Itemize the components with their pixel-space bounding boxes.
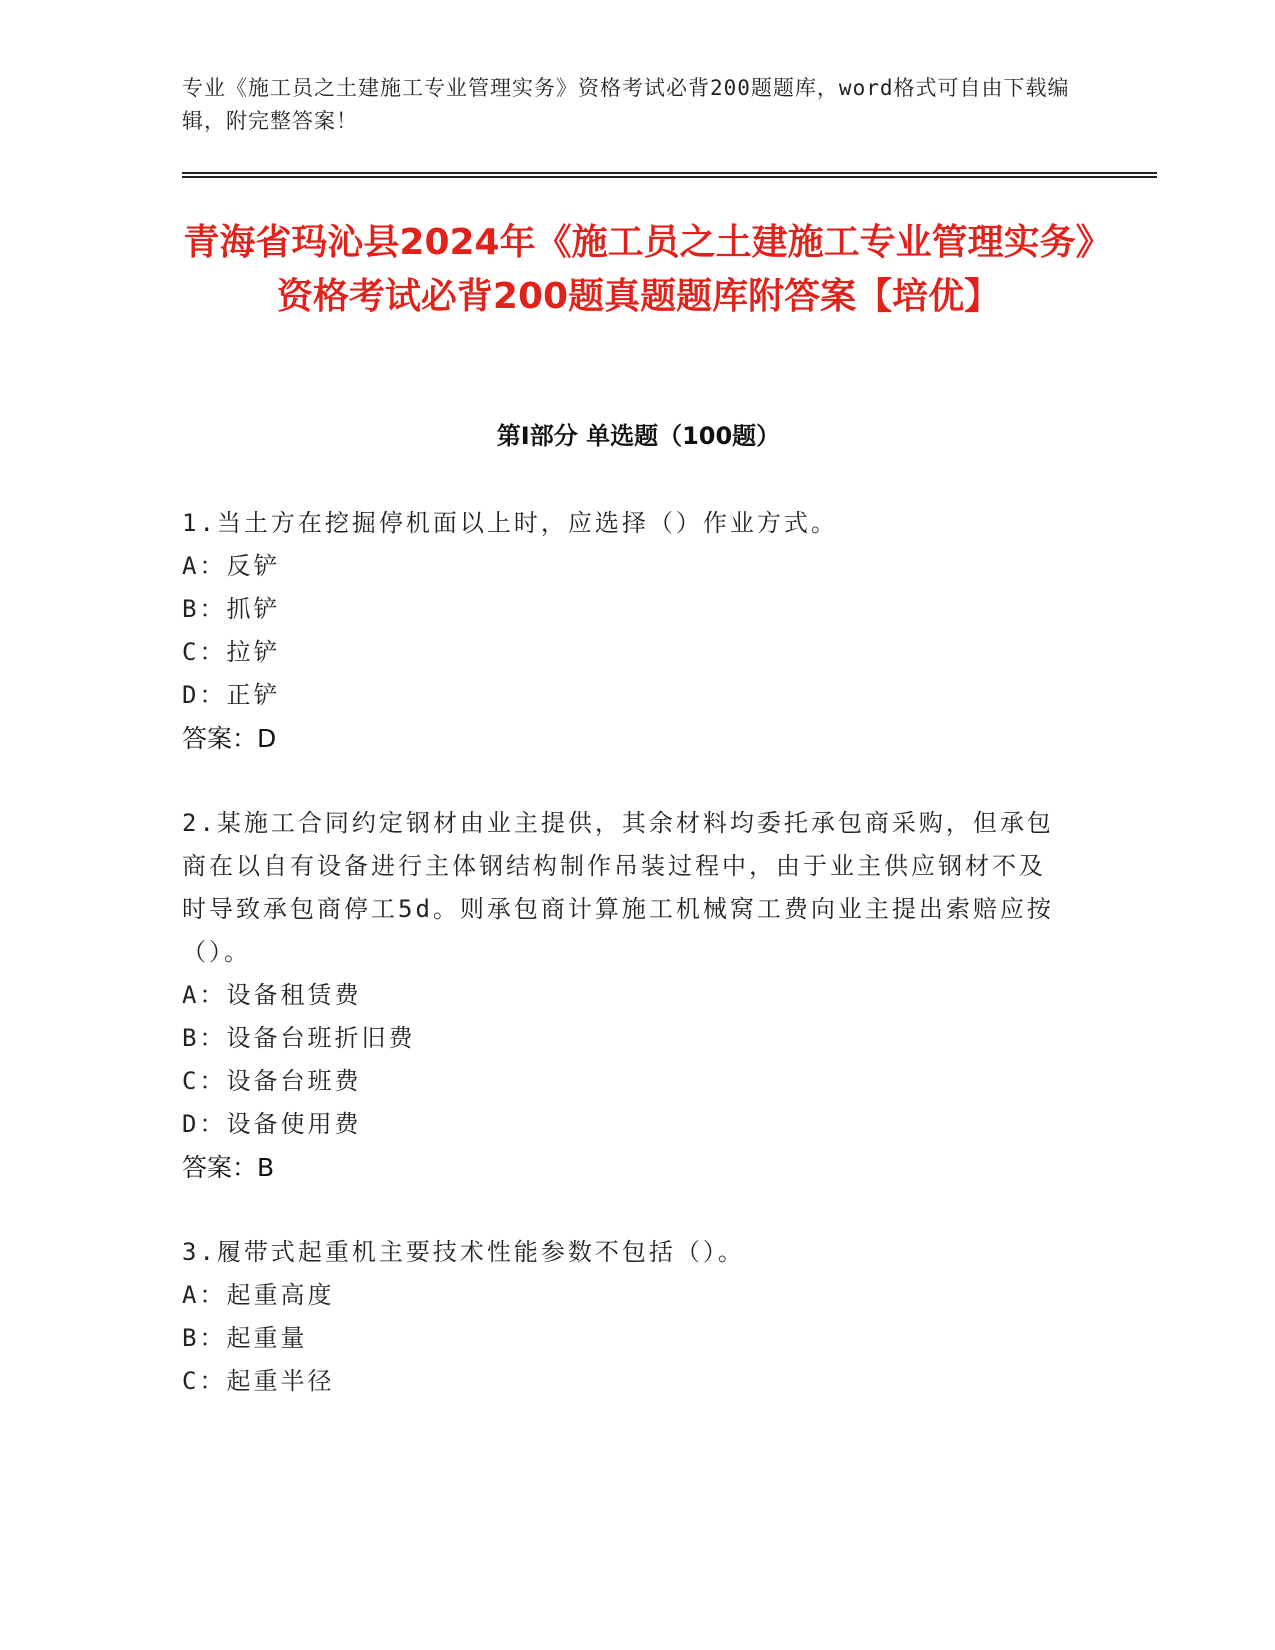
option-b: B：起重量 bbox=[182, 1324, 308, 1352]
option-a: A：起重高度 bbox=[182, 1281, 335, 1309]
question-stem: 3.履带式起重机主要技术性能参数不包括（）。 bbox=[182, 1238, 745, 1266]
document-title: 青海省玛沁县2024年《施工员之土建施工专业管理实务》资格考试必背200题真题题库附答案【培优】 bbox=[183, 222, 1094, 317]
option-b: B：抓铲 bbox=[182, 595, 281, 623]
option-d: D：设备使用费 bbox=[182, 1110, 362, 1138]
option-a: A：反铲 bbox=[182, 552, 281, 580]
question-stem: 1.当土方在挖掘停机面以上时，应选择（）作业方式。 bbox=[182, 509, 838, 537]
question-1 bbox=[182, 502, 1062, 760]
option-c: C：拉铲 bbox=[182, 638, 281, 666]
question-2 bbox=[182, 802, 1062, 1189]
option-c: C：设备台班费 bbox=[182, 1067, 362, 1095]
option-b: B：设备台班折旧费 bbox=[182, 1024, 416, 1052]
question-list bbox=[182, 502, 1062, 1445]
question-3 bbox=[182, 1231, 1062, 1403]
header-note: 专业《施工员之土建施工专业管理实务》资格考试必背200题题库，word格式可自由下载编辑，附完整答案！ bbox=[182, 76, 1070, 133]
section-heading: 第Ⅰ部分 单选题（100题） bbox=[496, 422, 781, 450]
option-a: A：设备租赁费 bbox=[182, 981, 362, 1009]
header-divider bbox=[182, 172, 1157, 178]
answer: 答案：D bbox=[182, 724, 277, 753]
option-c: C：起重半径 bbox=[182, 1367, 335, 1395]
option-d: D：正铲 bbox=[182, 681, 281, 709]
answer: 答案：B bbox=[182, 1153, 275, 1182]
question-stem: 2.某施工合同约定钢材由业主提供，其余材料均委托承包商采购，但承包商在以自有设备进行主体钢结构制作吊装过程中，由于业主供应钢材不及时导致承包商停工5d。则承包商计算施工机械窝工费向业主提出索赔应按（）。 bbox=[182, 809, 1054, 966]
